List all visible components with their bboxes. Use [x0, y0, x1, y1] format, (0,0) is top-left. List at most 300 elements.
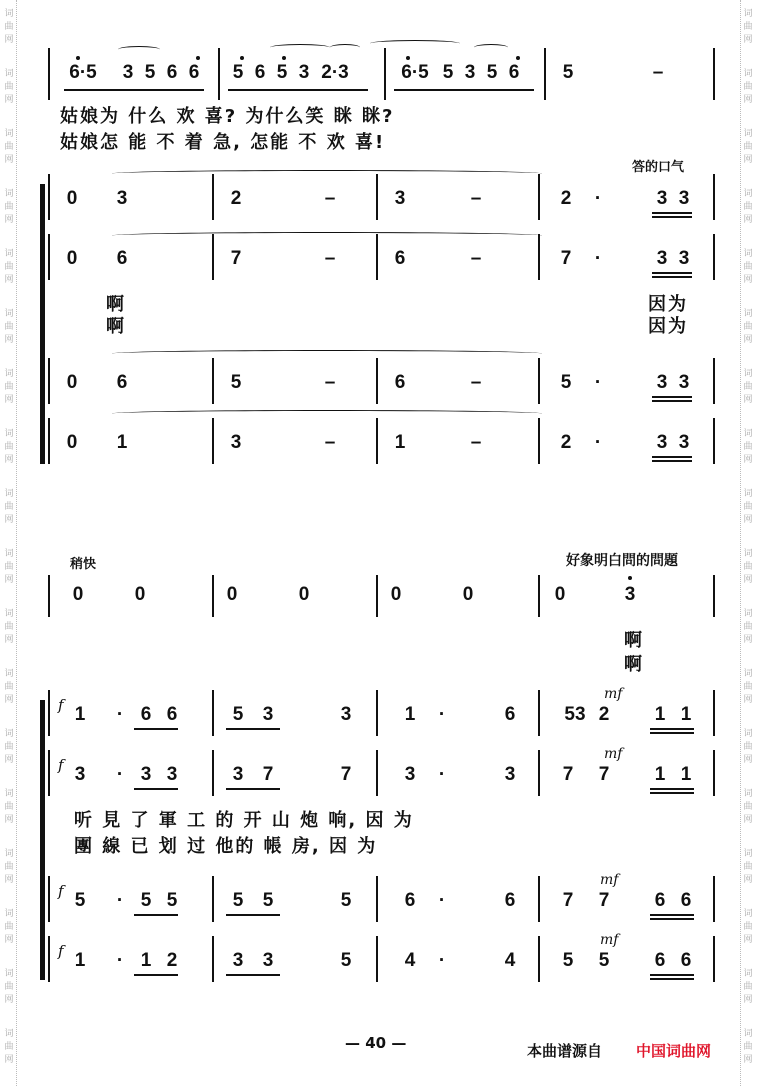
- expression-annotation: 答的口气: [632, 160, 685, 175]
- beam: [650, 788, 694, 790]
- watermark-char: 曲: [4, 802, 14, 812]
- choir-note: ·: [594, 188, 602, 209]
- choir-note: 7: [340, 764, 352, 785]
- watermark-char: 曲: [4, 442, 14, 452]
- barline: [713, 750, 715, 796]
- choir-note: ·: [116, 704, 124, 725]
- barline: [713, 48, 715, 100]
- choir-note: 4: [404, 950, 416, 971]
- choir-note: 6: [166, 704, 178, 725]
- beam: [650, 732, 694, 734]
- watermark-char: 词: [743, 849, 753, 859]
- barline: [713, 876, 715, 922]
- choir-note: –: [470, 248, 482, 269]
- watermark-char: 词: [4, 129, 14, 139]
- dynamic-marking: mf: [600, 932, 619, 948]
- barline: [48, 48, 50, 100]
- watermark-char: 曲: [743, 442, 753, 452]
- watermark-char: 曲: [743, 562, 753, 572]
- barline: [212, 358, 214, 404]
- choir-note: 5: [262, 890, 274, 911]
- barline: [212, 750, 214, 796]
- source-site-link[interactable]: 中国词曲网: [636, 1042, 712, 1060]
- choir-note: 5: [340, 950, 352, 971]
- choir-note: ·: [438, 950, 446, 971]
- watermark-char: 网: [4, 755, 14, 765]
- choir-note: 6: [404, 890, 416, 911]
- beam: [650, 792, 694, 794]
- watermark-char: 网: [743, 455, 753, 465]
- watermark-char: 曲: [743, 1042, 753, 1052]
- melody-note: 6: [188, 62, 200, 83]
- melody-note: 5: [562, 62, 574, 83]
- choir-note: 5: [140, 890, 152, 911]
- barline: [713, 418, 715, 464]
- barline: [384, 48, 386, 100]
- choir-note: 0: [66, 372, 78, 393]
- barline: [713, 358, 715, 404]
- choir-note: 6: [680, 950, 692, 971]
- watermark-char: 曲: [4, 262, 14, 272]
- choir-note: 1: [74, 950, 86, 971]
- watermark-char: 词: [4, 249, 14, 259]
- watermark-char: 曲: [4, 1042, 14, 1052]
- watermark-char: 曲: [4, 22, 14, 32]
- barline: [538, 174, 540, 220]
- watermark-char: 网: [4, 995, 14, 1005]
- watermark-char: 曲: [4, 982, 14, 992]
- barline: [544, 48, 546, 100]
- watermark-char: 网: [4, 575, 14, 585]
- choir-note: 5: [598, 950, 610, 971]
- choir-note: 3: [166, 764, 178, 785]
- barline: [376, 690, 378, 736]
- choir-note: ·: [116, 764, 124, 785]
- watermark-char: 词: [4, 69, 14, 79]
- watermark-char: 词: [4, 489, 14, 499]
- choir-note: 3: [504, 764, 516, 785]
- beam: [134, 788, 178, 790]
- watermark-char: 曲: [743, 502, 753, 512]
- watermark-char: 网: [4, 515, 14, 525]
- solo-note: 0: [462, 584, 474, 605]
- barline: [713, 690, 715, 736]
- barline: [538, 876, 540, 922]
- barline: [713, 936, 715, 982]
- beam: [652, 276, 692, 278]
- watermark-char: 词: [4, 729, 14, 739]
- watermark-char: 网: [4, 155, 14, 165]
- watermark-char: 网: [743, 875, 753, 885]
- octave-dot: [240, 56, 244, 60]
- watermark-char: 曲: [4, 922, 14, 932]
- watermark-char: 曲: [743, 382, 753, 392]
- tempo-marking: 稍快: [70, 557, 97, 572]
- watermark-char: 词: [743, 9, 753, 19]
- barline: [538, 750, 540, 796]
- solo-note: 0: [554, 584, 566, 605]
- tie: [112, 350, 542, 357]
- barline: [212, 876, 214, 922]
- barline: [376, 234, 378, 280]
- because-lyric-1: 因为: [648, 294, 688, 315]
- watermark-char: 曲: [4, 862, 14, 872]
- choir-note: 6: [680, 890, 692, 911]
- watermark-char: 词: [4, 669, 14, 679]
- watermark-char: 网: [4, 95, 14, 105]
- choir-note: ·: [116, 950, 124, 971]
- barline: [218, 48, 220, 100]
- choir-note: 6: [394, 248, 406, 269]
- melody-note: 5: [442, 62, 454, 83]
- watermark-char: 词: [4, 1029, 14, 1039]
- beam: [226, 728, 280, 730]
- solo-note: 0: [134, 584, 146, 605]
- slur: [270, 44, 330, 51]
- choir-note: 53: [564, 704, 586, 725]
- melody-note: –: [652, 62, 664, 83]
- choir-note: 1: [404, 704, 416, 725]
- choir-note: 6: [654, 950, 666, 971]
- dynamic-marking: mf: [604, 746, 623, 762]
- melody-note: 5: [232, 62, 244, 83]
- choir-note: 2: [560, 432, 572, 453]
- choir-note: 3: [116, 188, 128, 209]
- barline: [212, 418, 214, 464]
- choir-note: 6: [116, 248, 128, 269]
- lyric-line-2: 姑娘怎 能 不 着 急, 怎能 不 欢 喜!: [60, 132, 386, 153]
- choir-note: 3: [232, 764, 244, 785]
- melody-note: 2·3: [321, 62, 349, 83]
- beam: [650, 918, 694, 920]
- watermark-char: 词: [4, 429, 14, 439]
- watermark-char: 曲: [743, 142, 753, 152]
- barline: [212, 690, 214, 736]
- choir-note: ·: [116, 890, 124, 911]
- barline: [538, 234, 540, 280]
- watermark-char: 网: [4, 1055, 14, 1065]
- choir-note: 3: [262, 950, 274, 971]
- watermark-char: 网: [743, 275, 753, 285]
- barline: [376, 418, 378, 464]
- watermark-char: 曲: [4, 682, 14, 692]
- beam: [64, 89, 204, 91]
- melody-note: 5: [144, 62, 156, 83]
- barline: [212, 936, 214, 982]
- choir-note: –: [470, 432, 482, 453]
- barline: [376, 936, 378, 982]
- watermark-char: 网: [4, 215, 14, 225]
- barline: [538, 358, 540, 404]
- beam: [652, 216, 692, 218]
- choir-note: 3: [140, 764, 152, 785]
- dynamic-marking: mf: [604, 686, 623, 702]
- watermark-char: 词: [743, 249, 753, 259]
- choir-note: 0: [66, 432, 78, 453]
- choir-note: 7: [562, 890, 574, 911]
- barline: [48, 690, 50, 736]
- barline: [48, 750, 50, 796]
- watermark-char: 网: [743, 155, 753, 165]
- barline: [48, 234, 50, 280]
- choir-note: 1: [654, 764, 666, 785]
- beam: [652, 400, 692, 402]
- barline: [376, 876, 378, 922]
- watermark-char: 曲: [4, 322, 14, 332]
- watermark-char: 网: [4, 635, 14, 645]
- watermark-char: 曲: [743, 922, 753, 932]
- choir-note: ·: [594, 248, 602, 269]
- choir-note: 7: [598, 890, 610, 911]
- watermark-char: 曲: [743, 202, 753, 212]
- barline: [713, 575, 715, 617]
- beam: [226, 914, 280, 916]
- dynamic-marking: f: [58, 756, 64, 774]
- choir-note: 4: [504, 950, 516, 971]
- choir-note: –: [324, 188, 336, 209]
- beam: [652, 460, 692, 462]
- barline: [48, 936, 50, 982]
- choir-note: 6: [394, 372, 406, 393]
- barline: [376, 575, 378, 617]
- source-prefix: 本曲谱源自: [527, 1042, 603, 1060]
- tie: [112, 170, 542, 177]
- choir-note: –: [470, 372, 482, 393]
- watermark-char: 网: [4, 395, 14, 405]
- choir-note: 5: [340, 890, 352, 911]
- choir-note: 3: [678, 248, 690, 269]
- melody-note: 3: [464, 62, 476, 83]
- choir-note: 1: [680, 704, 692, 725]
- watermark-char: 网: [4, 935, 14, 945]
- solo-note: 0: [72, 584, 84, 605]
- beam: [134, 914, 178, 916]
- choir-note: 5: [232, 890, 244, 911]
- choir-note: ·: [438, 890, 446, 911]
- barline: [538, 575, 540, 617]
- watermark-char: 曲: [743, 982, 753, 992]
- barline: [212, 234, 214, 280]
- watermark-char: 曲: [4, 742, 14, 752]
- watermark-char: 网: [4, 335, 14, 345]
- lyric-line-3: 听 見 了 軍 工 的 开 山 炮 响, 因 为: [74, 810, 414, 831]
- choir-note: 3: [232, 950, 244, 971]
- watermark-char: 词: [743, 909, 753, 919]
- melody-note: 6: [508, 62, 520, 83]
- choir-note: 3: [678, 432, 690, 453]
- melody-note: 6·5: [69, 62, 97, 83]
- watermark-char: 词: [743, 549, 753, 559]
- melody-note: 5: [276, 62, 288, 83]
- barline: [538, 690, 540, 736]
- watermark-char: 曲: [743, 82, 753, 92]
- choir-note: 3: [656, 188, 668, 209]
- barline: [538, 936, 540, 982]
- ah-lyric-3: 啊: [624, 630, 644, 651]
- choir-note: –: [470, 188, 482, 209]
- beam: [652, 456, 692, 458]
- choir-note: 0: [66, 248, 78, 269]
- watermark-char: 曲: [743, 262, 753, 272]
- dynamic-marking: mf: [600, 872, 619, 888]
- watermark-char: 曲: [4, 622, 14, 632]
- choir-note: 2: [598, 704, 610, 725]
- solo-note: 0: [226, 584, 238, 605]
- beam: [652, 272, 692, 274]
- beam: [650, 728, 694, 730]
- choir-note: 6: [504, 704, 516, 725]
- choir-note: 6: [116, 372, 128, 393]
- watermark-char: 网: [743, 515, 753, 525]
- watermark-char: 词: [743, 609, 753, 619]
- octave-dot: [406, 56, 410, 60]
- watermark-char: 词: [743, 129, 753, 139]
- watermark-char: 网: [743, 815, 753, 825]
- watermark-char: 网: [743, 95, 753, 105]
- watermark-char: 曲: [743, 22, 753, 32]
- watermark-char: 曲: [4, 502, 14, 512]
- watermark-char: 曲: [4, 82, 14, 92]
- watermark-char: 词: [743, 669, 753, 679]
- octave-dot: [516, 56, 520, 60]
- choir-note: 3: [656, 372, 668, 393]
- watermark-char: 曲: [4, 562, 14, 572]
- solo-note: 3: [624, 584, 636, 605]
- barline: [48, 876, 50, 922]
- watermark-char: 词: [4, 849, 14, 859]
- choir-note: 1: [654, 704, 666, 725]
- barline: [212, 575, 214, 617]
- watermark-char: 网: [743, 215, 753, 225]
- tie: [112, 410, 542, 417]
- choir-note: 3: [656, 432, 668, 453]
- watermark-char: 词: [4, 969, 14, 979]
- watermark-char: 曲: [743, 622, 753, 632]
- choir-note: 2: [166, 950, 178, 971]
- choir-note: 3: [262, 704, 274, 725]
- watermark-char: 网: [743, 635, 753, 645]
- because-lyric-2: 因为: [648, 316, 688, 337]
- choir-note: 1: [680, 764, 692, 785]
- barline: [212, 174, 214, 220]
- watermark-char: 网: [743, 755, 753, 765]
- melody-note: 6·5: [401, 62, 429, 83]
- choir-note: 7: [230, 248, 242, 269]
- barline: [713, 234, 715, 280]
- watermark-char: 词: [743, 309, 753, 319]
- choir-note: 2: [560, 188, 572, 209]
- octave-dot: [196, 56, 200, 60]
- choir-note: 6: [654, 890, 666, 911]
- choir-note: 0: [66, 188, 78, 209]
- choir-note: 5: [562, 950, 574, 971]
- watermark-char: 网: [4, 275, 14, 285]
- choir-note: –: [324, 432, 336, 453]
- choir-note: 5: [232, 704, 244, 725]
- watermark-char: 曲: [4, 202, 14, 212]
- melody-note: 5: [486, 62, 498, 83]
- choir-note: 5: [230, 372, 242, 393]
- beam: [226, 788, 280, 790]
- choir-note: ·: [438, 764, 446, 785]
- watermark-char: 词: [4, 189, 14, 199]
- watermark-char: 词: [4, 609, 14, 619]
- watermark-char: 曲: [4, 382, 14, 392]
- beam: [394, 89, 534, 91]
- choir-note: 2: [230, 188, 242, 209]
- choir-note: 1: [140, 950, 152, 971]
- choir-note: 5: [166, 890, 178, 911]
- choir-note: 3: [394, 188, 406, 209]
- watermark-char: 网: [743, 935, 753, 945]
- melody-note: 6: [166, 62, 178, 83]
- watermark-char: 词: [743, 189, 753, 199]
- tie: [112, 232, 542, 239]
- choir-note: 7: [560, 248, 572, 269]
- beam: [228, 89, 368, 91]
- watermark-char: 网: [743, 575, 753, 585]
- beam: [650, 978, 694, 980]
- barline: [713, 174, 715, 220]
- choir-note: 6: [140, 704, 152, 725]
- watermark-char: 词: [743, 69, 753, 79]
- dynamic-marking: f: [58, 942, 64, 960]
- watermark-char: 曲: [4, 142, 14, 152]
- watermark-char: 词: [4, 369, 14, 379]
- melody-note: 3: [122, 62, 134, 83]
- lyric-line-4: 團 線 已 划 过 他的 帳 房, 因 为: [74, 836, 378, 857]
- choir-note: 1: [74, 704, 86, 725]
- barline: [538, 418, 540, 464]
- solo-note: 0: [298, 584, 310, 605]
- watermark-char: 词: [743, 1029, 753, 1039]
- ah-lyric-1: 啊: [106, 294, 126, 315]
- beam: [226, 974, 280, 976]
- dynamic-marking: f: [58, 696, 64, 714]
- choir-note: 1: [116, 432, 128, 453]
- barline: [376, 174, 378, 220]
- barline: [48, 358, 50, 404]
- watermark-char: 网: [4, 875, 14, 885]
- barline: [376, 358, 378, 404]
- octave-dot: [282, 56, 286, 60]
- watermark-char: 网: [4, 455, 14, 465]
- beam: [134, 974, 178, 976]
- choir-note: ·: [594, 432, 602, 453]
- ah-lyric-2: 啊: [106, 316, 126, 337]
- beam: [134, 728, 178, 730]
- watermark-char: 词: [4, 549, 14, 559]
- ah-lyric-4: 啊: [624, 654, 644, 675]
- watermark-char: 曲: [743, 322, 753, 332]
- octave-dot: [628, 576, 632, 580]
- choir-note: 3: [230, 432, 242, 453]
- watermark-char: 网: [4, 695, 14, 705]
- choir-note: 7: [598, 764, 610, 785]
- choir-note: 3: [74, 764, 86, 785]
- watermark-char: 网: [743, 695, 753, 705]
- choir-note: –: [324, 372, 336, 393]
- beam: [652, 212, 692, 214]
- solo-note: 0: [390, 584, 402, 605]
- watermark-char: 词: [743, 789, 753, 799]
- choir-note: 5: [74, 890, 86, 911]
- barline: [48, 174, 50, 220]
- octave-dot: [76, 56, 80, 60]
- watermark-char: 词: [4, 309, 14, 319]
- page-number: — 40 —: [345, 1034, 407, 1052]
- watermark-char: 词: [743, 489, 753, 499]
